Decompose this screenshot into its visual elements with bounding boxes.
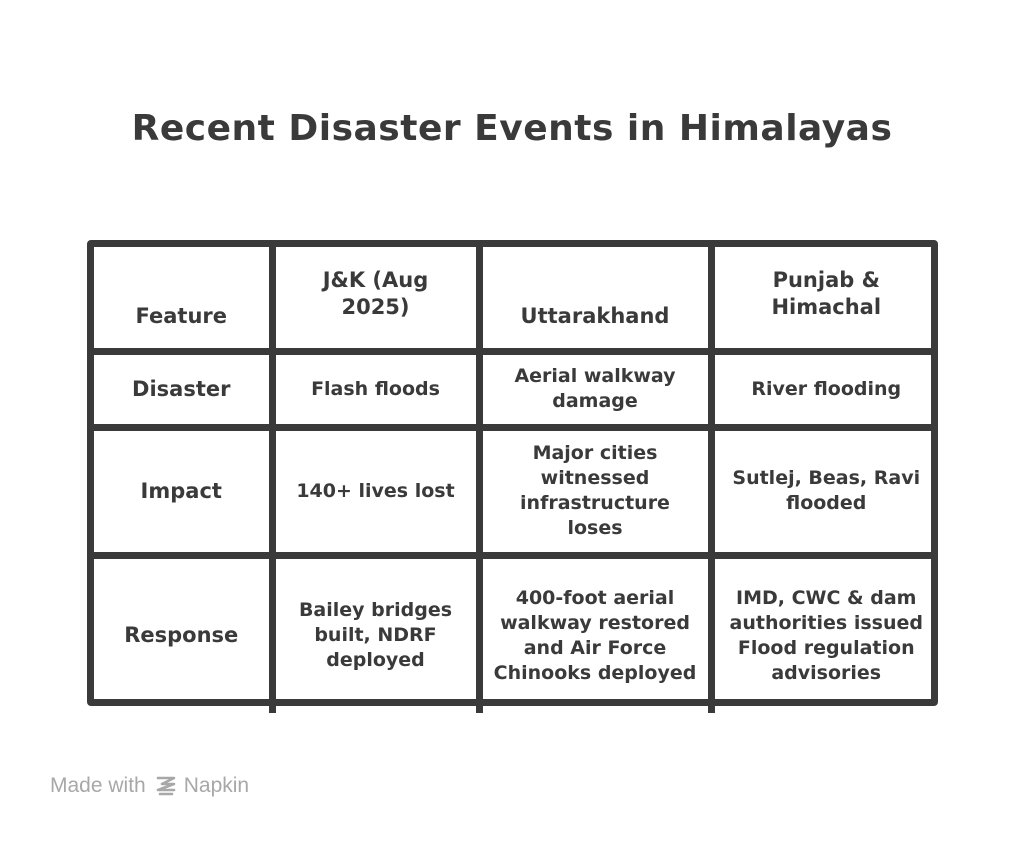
cell-impact-uttarakhand: Major cities witnessed infrastructure loses	[479, 427, 711, 555]
cell-response-uttarakhand: 400-foot aerial walkway restored and Air Force Chinooks deployed	[479, 555, 711, 713]
table-row-impact	[94, 427, 938, 555]
table-row-response	[94, 555, 938, 713]
row-label-response: Response	[94, 555, 272, 713]
cell-disaster-punjab-himachal: River flooding	[711, 351, 938, 427]
cell-disaster-jk: Flash floods	[272, 351, 479, 427]
cell-impact-jk: 140+ lives lost	[272, 427, 479, 555]
page-title: Recent Disaster Events in Himalayas	[131, 108, 893, 149]
table-header-row	[94, 247, 938, 351]
comparison-table	[87, 240, 938, 706]
header-cell-feature: Feature	[94, 247, 272, 351]
made-with-napkin-badge[interactable]	[50, 772, 249, 800]
header-cell-jk: J&K (Aug 2025)	[272, 247, 479, 351]
cell-response-punjab-himachal: IMD, CWC & dam authorities issued Flood regulation advisories	[711, 555, 938, 713]
row-label-impact: Impact	[94, 427, 272, 555]
cell-response-jk: Bailey bridges built, NDRF deployed	[272, 555, 479, 713]
table-row-disaster	[94, 351, 938, 427]
header-cell-uttarakhand: Uttarakhand	[479, 247, 711, 351]
cell-impact-punjab-himachal: Sutlej, Beas, Ravi flooded	[711, 427, 938, 555]
cell-disaster-uttarakhand: Aerial walkway damage	[479, 351, 711, 427]
napkin-brand-label: Napkin	[183, 774, 250, 797]
made-with-label: Made with	[50, 774, 146, 797]
row-label-disaster: Disaster	[94, 351, 272, 427]
header-cell-punjab-himachal: Punjab & Himachal	[711, 247, 938, 351]
comparison-grid	[94, 247, 938, 713]
napkin-logo-icon	[156, 775, 176, 797]
